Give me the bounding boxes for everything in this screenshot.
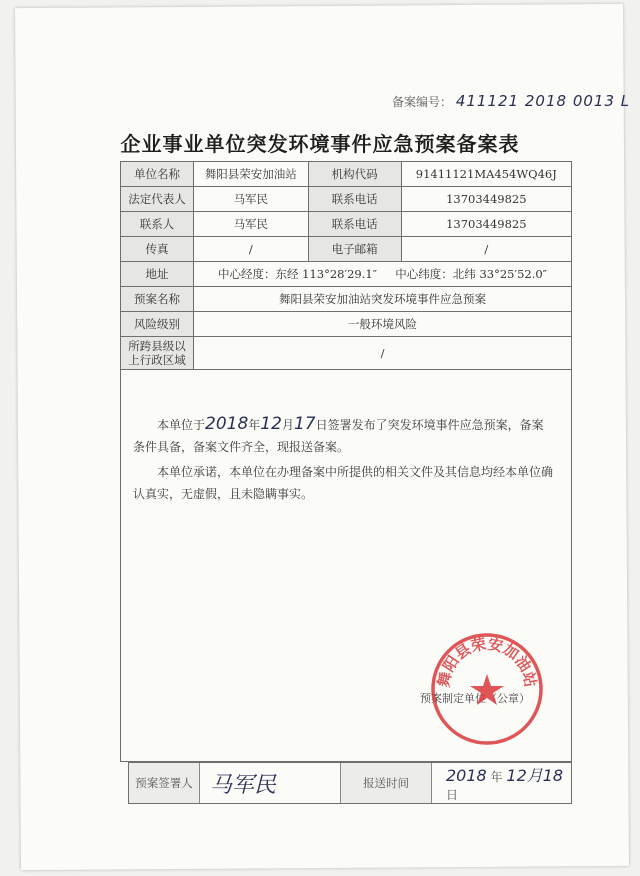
signer-handwriting: 马军民 (210, 772, 277, 798)
legal-rep-value: 马军民 (194, 187, 309, 212)
unit-name-value: 舞阳县荣安加油站 (194, 162, 309, 187)
address-longitude: 中心经度：东经 113°28′29.1″ (218, 267, 378, 281)
legal-phone-label: 联系电话 (308, 187, 401, 212)
contact-phone-label: 联系电话 (308, 212, 401, 237)
table-row (121, 237, 572, 262)
risk-level-label: 风险级别 (121, 312, 194, 337)
table-row (121, 212, 572, 237)
table-row (121, 262, 572, 287)
document-title: 企业事业单位突发环境事件应急预案备案表 (120, 132, 520, 156)
seal-text: 舞阳县荣安加油站 (434, 634, 540, 689)
table-row (121, 287, 572, 312)
fax-label: 传真 (121, 237, 194, 262)
submit-year: 2018 (446, 766, 487, 785)
legal-rep-label: 法定代表人 (121, 187, 194, 212)
submit-date-value (432, 763, 571, 803)
table-row (121, 337, 572, 370)
submit-date-label: 报送时间 (340, 763, 432, 803)
fax-value: / (194, 237, 309, 262)
address-latitude: 中心纬度：北纬 33°25′52.0″ (395, 267, 547, 281)
contact-value: 马军民 (194, 212, 309, 237)
legal-phone-value: 13703449825 (401, 187, 571, 212)
email-value: / (401, 237, 571, 262)
p1-day: 17 (293, 414, 316, 434)
org-code-label: 机构代码 (308, 162, 401, 187)
p1-suffix: 日签署发布了突发环境事件应急预案，备案条件具备，备案文件齐全，现报送备案。 (133, 418, 544, 454)
declaration-paragraph-2: 本单位承诺，本单位在办理备案中所提供的相关文件及其信息均经本单位确认真实，无虚假，且未隐瞒事实。 (133, 465, 554, 501)
table-row (121, 312, 572, 337)
p1-year-unit: 年 (248, 418, 261, 432)
email-label: 电子邮箱 (308, 237, 401, 262)
cross-region-label: 所跨县级以上行政区域 (121, 337, 194, 370)
table-row (121, 187, 572, 212)
address-label: 地址 (121, 262, 194, 287)
plan-name-value: 舞阳县荣安加油站突发环境事件应急预案 (194, 287, 572, 312)
p1-year: 2018 (205, 414, 249, 434)
unit-name-label: 单位名称 (121, 162, 194, 187)
plan-name-label: 预案名称 (121, 287, 194, 312)
contact-label: 联系人 (121, 212, 194, 237)
p1-month: 12 (260, 414, 282, 434)
risk-level-value: 一般环境风险 (194, 312, 572, 337)
declaration-paragraph-1 (133, 413, 553, 458)
filing-number-label: 备案编号： (392, 95, 453, 109)
applicant-unit-label: 预案制定单位（公章） (420, 692, 530, 705)
address-value (194, 262, 572, 287)
submit-year-unit: 年 (490, 770, 503, 784)
cross-region-value: / (194, 337, 572, 370)
table-row (121, 162, 572, 187)
p1-prefix: 本单位于 (157, 418, 206, 432)
p1-month-unit: 月 (281, 418, 294, 432)
filing-number-value: 411121 2018 0013 L (455, 92, 631, 110)
submit-month-day: 12月18 (506, 766, 564, 785)
org-code-value: 91411121MA454WQ46J (401, 162, 571, 187)
contact-phone-value: 13703449825 (401, 212, 571, 237)
filing-number (392, 92, 630, 110)
signature-row (128, 762, 572, 804)
official-seal-icon (428, 630, 546, 748)
submit-day-unit: 日 (446, 788, 459, 802)
signer-label: 预案签署人 (129, 763, 200, 803)
filing-info-table (120, 161, 572, 370)
